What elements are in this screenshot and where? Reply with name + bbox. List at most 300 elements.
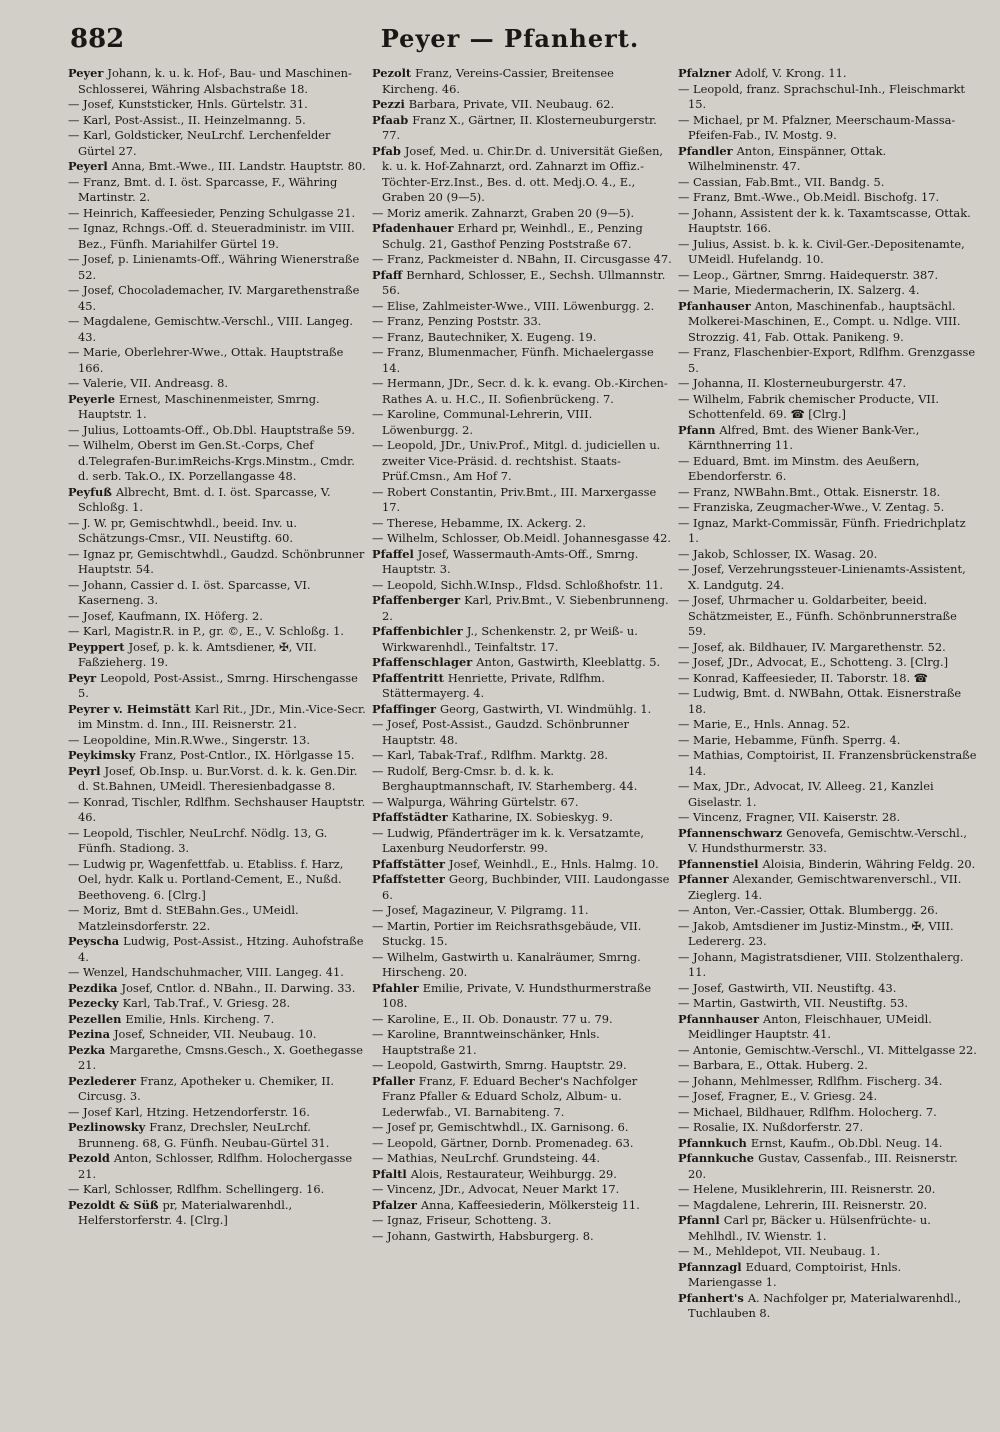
entry-text: Ernest, Maschinenmeister, Smrng. Hauptstr. 1. bbox=[78, 391, 320, 421]
directory-entry bbox=[68, 314, 368, 345]
entry-text: — J. W. pr, Gemischtwhdl., beeid. Inv. u. Schätzungs-Cmsr., VII. Neustiftg. 60. bbox=[68, 515, 297, 545]
entry-text: — Ignaz, Friseur, Schotteng. 3. bbox=[372, 1213, 552, 1227]
entry-text: Emilie, Private, V. Hundsthurmerstraße 108. bbox=[382, 980, 652, 1010]
entry-text: — Moriz amerik. Zahnarzt, Graben 20 (9—5). bbox=[372, 205, 635, 220]
directory-entry bbox=[68, 175, 368, 206]
directory-entry bbox=[678, 237, 978, 268]
directory-entry bbox=[678, 66, 978, 82]
entry-text: — Karl, Schlosser, Rdlfhm. Schellingerg. 16. bbox=[68, 1182, 325, 1196]
entry-text: — Cassian, Fab.Bmt., VII. Bandg. 5. bbox=[678, 174, 885, 189]
entry-surname: Pfaffentritt bbox=[372, 670, 444, 685]
entry-text: — Karl, Goldsticker, NeuLrchf. Lerchenfelder Gürtel 27. bbox=[68, 128, 331, 158]
entry-surname: Pfaffinger bbox=[372, 701, 437, 716]
directory-entry bbox=[678, 376, 978, 392]
directory-entry bbox=[372, 593, 672, 624]
directory-entry bbox=[68, 128, 368, 159]
entry-text: — Anton, Ver.-Cassier, Ottak. Blumbergg. 26. bbox=[678, 903, 939, 917]
directory-entry bbox=[68, 376, 368, 392]
entry-text: — Leopold, Gastwirth, Smrng. Hauptstr. 29. bbox=[372, 1058, 627, 1072]
entry-text: Albrecht, Bmt. d. I. öst. Sparcasse, V. Schloßg. 1. bbox=[78, 484, 331, 514]
directory-entry bbox=[372, 376, 672, 407]
directory-entry bbox=[678, 593, 978, 640]
entry-surname: Peyscha bbox=[68, 934, 120, 948]
directory-entry bbox=[372, 516, 672, 532]
directory-entry bbox=[678, 175, 978, 191]
entry-text: — Karl, Post-Assist., II. Heinzelmanng. 5. bbox=[68, 112, 306, 127]
directory-entry bbox=[372, 826, 672, 857]
directory-entry bbox=[372, 857, 672, 873]
directory-entry bbox=[678, 190, 978, 206]
entry-text: Ernst, Kaufm., Ob.Dbl. Neug. 14. bbox=[750, 1135, 943, 1150]
entry-text: — Josef, JDr., Advocat, E., Schotteng. 3. [Clrg.] bbox=[678, 655, 949, 669]
directory-entry bbox=[372, 66, 672, 97]
directory-entry bbox=[678, 717, 978, 733]
entry-text: Georg, Gastwirth, VI. Windmühlg. 1. bbox=[440, 701, 652, 716]
directory-entry bbox=[68, 1012, 368, 1028]
entry-text: Alexander, Gemischtwarenverschl., VII. Zieglerg. 14. bbox=[688, 872, 962, 902]
directory-entry bbox=[68, 981, 368, 997]
entry-text: — Walpurga, Währing Gürtelstr. 67. bbox=[372, 794, 579, 809]
entry-text: — Magdalene, Lehrerin, III. Reisnerstr. 20. bbox=[678, 1197, 928, 1212]
entry-text: — Josef, Magazineur, V. Pilgramg. 11. bbox=[372, 903, 589, 917]
entry-text: — Leopold, JDr., Univ.Prof., Mitgl. d. judiciellen u. zweiter Vice-Präsid. d. rechtshist. Staats-Prüf.Cmsn., Am Hof 7. bbox=[372, 438, 661, 483]
entry-surname: Pfalzner bbox=[678, 66, 732, 80]
directory-entry bbox=[68, 764, 368, 795]
directory-entry bbox=[68, 1027, 368, 1043]
entry-text: — Wilhelm, Fabrik chemischer Producte, VII. Schottenfeld. 69. ☎ [Clrg.] bbox=[678, 391, 940, 421]
entry-text: — Valerie, VII. Andreasg. 8. bbox=[68, 376, 228, 390]
directory-entry bbox=[68, 252, 368, 283]
entry-text: — Franz, Flaschenbier-Export, Rdlfhm. Grenzgasse 5. bbox=[678, 345, 976, 375]
entry-surname: Pezlinowsky bbox=[68, 1120, 146, 1134]
entry-text: — Rudolf, Berg-Cmsr. b. d. k. k. Berghauptmannschaft, IV. Starhemberg. 44. bbox=[372, 763, 638, 793]
directory-entry bbox=[678, 1136, 978, 1152]
directory-entry bbox=[68, 392, 368, 423]
directory-entry bbox=[372, 1182, 672, 1198]
directory-entry bbox=[678, 950, 978, 981]
entry-text: — Magdalene, Gemischtw.-Verschl., VIII. Langeg. 43. bbox=[68, 314, 354, 344]
entry-text: Adolf, V. Krong. 11. bbox=[735, 66, 847, 80]
entry-text: — Konrad, Kaffeesieder, II. Taborstr. 18. ☎ bbox=[678, 670, 928, 685]
directory-entry bbox=[372, 1229, 672, 1245]
directory-entry bbox=[678, 423, 978, 454]
directory-entry bbox=[68, 516, 368, 547]
directory-entry bbox=[68, 221, 368, 252]
entry-surname: Pfahler bbox=[372, 980, 419, 995]
entry-text: — Mathias, Comptoirist, II. Franzensbrückenstraße 14. bbox=[678, 748, 977, 778]
entry-surname: Pfannkuche bbox=[678, 1151, 755, 1165]
directory-entry bbox=[372, 748, 672, 764]
entry-text: Franz, Vereins-Cassier, Breitensee Kircheng. 46. bbox=[382, 66, 614, 96]
directory-entry bbox=[678, 1089, 978, 1105]
directory-entry bbox=[372, 144, 672, 206]
entry-text: — Karoline, E., II. Ob. Donaustr. 77 u. 79. bbox=[372, 1011, 613, 1026]
directory-entry bbox=[372, 485, 672, 516]
directory-entry bbox=[372, 919, 672, 950]
directory-entry bbox=[372, 671, 672, 702]
entry-text: — Barbara, E., Ottak. Huberg. 2. bbox=[678, 1058, 868, 1072]
entry-surname: Peyfuß bbox=[68, 484, 112, 499]
directory-entry bbox=[372, 1027, 672, 1058]
entry-text: Anna, Kaffeesiederin, Mölkersteig 11. bbox=[420, 1197, 640, 1212]
entry-surname: Pfaab bbox=[372, 112, 409, 127]
entry-surname: Pfanner bbox=[678, 872, 729, 886]
entry-surname: Pfaffenbichler bbox=[372, 624, 463, 638]
entry-text: Emilie, Hnls. Kircheng. 7. bbox=[125, 1011, 275, 1026]
directory-entry bbox=[372, 97, 672, 113]
entry-text: — Moriz, Bmt d. StEBahn.Ges., UMeidl. Matzleinsdorferstr. 22. bbox=[68, 903, 299, 933]
entry-surname: Peyerle bbox=[68, 391, 115, 406]
running-head: Peyer — Pfanhert. bbox=[380, 24, 640, 53]
entry-text: — Josef, ak. Bildhauer, IV. Margarethenstr. 52. bbox=[678, 639, 946, 654]
entry-text: — Marie, E., Hnls. Annag. 52. bbox=[678, 717, 851, 731]
entry-text: — Marie, Miedermacherin, IX. Salzerg. 4. bbox=[678, 283, 920, 297]
directory-entry bbox=[372, 702, 672, 718]
directory-entry bbox=[68, 1198, 368, 1229]
directory-entry bbox=[678, 810, 978, 826]
entry-text: Anton, Schlosser, Rdlfhm. Holochergasse 21. bbox=[78, 1151, 353, 1181]
directory-entry bbox=[68, 1182, 368, 1198]
entry-text: Bernhard, Schlosser, E., Sechsh. Ullmannstr. 56. bbox=[382, 267, 666, 297]
directory-entry bbox=[678, 206, 978, 237]
entry-text: — Ludwig pr, Wagenfettfab. u. Etabliss. f. Harz, Oel, hydr. Kalk u. Portland-Cement, E., Nußd. Beethoveng. 6. [Clrg.] bbox=[68, 856, 344, 902]
directory-entry bbox=[678, 640, 978, 656]
directory-entry bbox=[68, 578, 368, 609]
directory-entry bbox=[372, 1120, 672, 1136]
entry-text: Genovefa, Gemischtw.-Verschl., V. Hundsthurmerstr. 33. bbox=[688, 825, 967, 855]
entry-text: Anton, Maschinenfab., hauptsächl. Molkerei-Maschinen, E., Compt. u. Ndlge. VIII. Strozzig. 41, Fab. Ottak. Panikeng. 9. bbox=[688, 298, 961, 344]
entry-surname: Pezellen bbox=[68, 1011, 122, 1026]
directory-entry bbox=[372, 1151, 672, 1167]
page-header bbox=[60, 24, 960, 58]
entry-surname: Pezka bbox=[68, 1042, 106, 1057]
entry-text: Anton, Einspänner, Ottak. Wilhelminenstr. 47. bbox=[688, 143, 887, 173]
directory-entry bbox=[372, 221, 672, 252]
entry-text: Franz, Apotheker u. Chemiker, II. Circusg. 3. bbox=[78, 1073, 334, 1103]
directory-entry bbox=[372, 950, 672, 981]
directory-entry bbox=[372, 438, 672, 485]
entry-text: — Antonie, Gemischtw.-Verschl., VI. Mittelgasse 22. bbox=[678, 1042, 977, 1057]
entry-text: — Franziska, Zeugmacher-Wwe., V. Zentag. 5. bbox=[678, 500, 945, 514]
entry-text: — Wenzel, Handschuhmacher, VIII. Langeg. 41. bbox=[68, 965, 344, 979]
directory-entry bbox=[68, 1151, 368, 1182]
entry-text: — Jakob, Amtsdiener im Justiz-Minstm., ✠, VIII. Ledererg. 23. bbox=[678, 918, 954, 948]
entry-text: — Vincenz, Fragner, VII. Kaiserstr. 28. bbox=[678, 810, 901, 824]
entry-text: Josef, Med. u. Chir.Dr. d. Universität Gießen, k. u. k. Hof-Zahnarzt, ord. Zahnarzt im Offiz.-Töchter-Erz.Inst., Bes. d. ott. Medj.O. 4., E., Graben 20 (9—5). bbox=[382, 143, 664, 204]
directory-entry bbox=[68, 1120, 368, 1151]
column-3 bbox=[678, 66, 978, 1322]
directory-entry bbox=[372, 1058, 672, 1074]
entry-text: — Ignaz pr, Gemischtwhdl., Gaudzd. Schönbrunner Hauptstr. 54. bbox=[68, 546, 365, 576]
entry-text: — Helene, Musiklehrerin, III. Reisnerstr. 20. bbox=[678, 1182, 936, 1196]
entry-text: — Johann, Mehlmesser, Rdlfhm. Fischerg. 34. bbox=[678, 1073, 943, 1088]
directory-entry bbox=[678, 500, 978, 516]
entry-text: — Konrad, Tischler, Rdlfhm. Sechshauser Hauptstr. 46. bbox=[68, 794, 366, 824]
entry-surname: Pfadenhauer bbox=[372, 221, 454, 235]
entry-surname: Pfaffel bbox=[372, 546, 414, 561]
entry-text: Franz, F. Eduard Becher's Nachfolger Franz Pfaller & Eduard Scholz, Album- u. Lederwfab., VI. Barnabiteng. 7. bbox=[382, 1073, 638, 1119]
entry-text: — Leopold, Gärtner, Dornb. Promenadeg. 63. bbox=[372, 1135, 634, 1150]
directory-entry bbox=[68, 1043, 368, 1074]
entry-surname: Peyrer v. Heimstätt bbox=[68, 701, 191, 716]
entry-text: Carl pr, Bäcker u. Hülsenfrüchte- u. Mehlhdl., IV. Wienstr. 1. bbox=[688, 1213, 931, 1243]
entry-text: — Elise, Zahlmeister-Wwe., VIII. Löwenburgg. 2. bbox=[372, 298, 655, 313]
entry-text: — Josef, Uhrmacher u. Goldarbeiter, beeid. Schätzmeister, E., Fünfh. Schönbrunnerstraße 59. bbox=[678, 593, 957, 638]
directory-entry bbox=[372, 113, 672, 144]
entry-surname: Pfann bbox=[678, 422, 716, 437]
entry-surname: Pfab bbox=[372, 143, 401, 158]
directory-entry bbox=[678, 1291, 978, 1322]
column-1 bbox=[68, 66, 368, 1229]
directory-entry bbox=[68, 438, 368, 485]
entry-text: Georg, Buchbinder, VIII. Laudongasse 6. bbox=[382, 872, 670, 902]
directory-entry bbox=[678, 82, 978, 113]
entry-text: — Josef, Kunststicker, Hnls. Gürtelstr. 31. bbox=[68, 97, 308, 111]
entry-text: Karl, Tab.Traf., V. Griesg. 28. bbox=[122, 996, 291, 1010]
entry-text: — Josef Karl, Htzing. Hetzendorferstr. 16. bbox=[68, 1104, 310, 1119]
directory-entry bbox=[372, 1136, 672, 1152]
entry-surname: Peyerl bbox=[68, 159, 108, 173]
entry-text: Josef, Schneider, VII. Neubaug. 10. bbox=[113, 1027, 317, 1041]
directory-entry bbox=[372, 531, 672, 547]
entry-text: — Michael, Bildhauer, Rdlfhm. Holocherg. 7. bbox=[678, 1104, 937, 1119]
entry-text: — Eduard, Bmt. im Minstm. des Aeußern, Ebendorferstr. 6. bbox=[678, 453, 920, 483]
entry-text: Franz, Drechsler, NeuLrchf. Brunneng. 68, G. Fünfh. Neubau-Gürtel 31. bbox=[78, 1120, 330, 1150]
directory-entry bbox=[68, 547, 368, 578]
directory-entry bbox=[68, 934, 368, 965]
entry-text: — Johanna, II. Klosterneuburgerstr. 47. bbox=[678, 376, 907, 390]
directory-entry bbox=[678, 299, 978, 346]
entry-surname: Pfaffstetter bbox=[372, 872, 445, 886]
entry-text: Katharine, IX. Sobieskyg. 9. bbox=[451, 810, 613, 824]
directory-entry bbox=[678, 919, 978, 950]
directory-entry bbox=[678, 748, 978, 779]
entry-surname: Pfaffenschlager bbox=[372, 655, 473, 669]
entry-surname: Pfannkuch bbox=[678, 1135, 747, 1150]
entry-surname: Pfaltl bbox=[372, 1166, 407, 1181]
directory-entry bbox=[372, 717, 672, 748]
entry-text: Josef, p. k. k. Amtsdiener, ✠, VII. Faßzieherg. 19. bbox=[78, 639, 317, 669]
entry-text: — Robert Constantin, Priv.Bmt., III. Marxergasse 17. bbox=[372, 484, 657, 514]
entry-text: — Leop., Gärtner, Smrng. Haidequerstr. 387. bbox=[678, 267, 939, 282]
directory-entry bbox=[678, 485, 978, 501]
directory-entry bbox=[678, 1244, 978, 1260]
entry-surname: Pfanhauser bbox=[678, 298, 751, 313]
entry-surname: Pfannzagl bbox=[678, 1259, 742, 1274]
directory-entry bbox=[68, 795, 368, 826]
entry-text: — Marie, Hebamme, Fünfh. Sperrg. 4. bbox=[678, 732, 901, 747]
entry-text: — Josef pr, Gemischtwhdl., IX. Garnisong. 6. bbox=[372, 1120, 629, 1134]
entry-text: — Ignaz, Markt-Commissär, Fünfh. Friedrichplatz 1. bbox=[678, 515, 966, 545]
directory-entry bbox=[678, 671, 978, 687]
directory-entry bbox=[372, 547, 672, 578]
directory-entry bbox=[68, 702, 368, 733]
entry-surname: Pfandler bbox=[678, 143, 733, 158]
entry-text: — Johann, Cassier d. I. öst. Sparcasse, VI. Kaserneng. 3. bbox=[68, 577, 311, 607]
directory-entry bbox=[678, 562, 978, 593]
entry-text: — Hermann, JDr., Secr. d. k. k. evang. Ob.-Kirchen-Rathes A. u. H.C., II. Sofienbrückeng. 7. bbox=[372, 376, 668, 406]
entry-text: — Karoline, Branntweinschänker, Hnls. Hauptstraße 21. bbox=[372, 1027, 600, 1057]
directory-entry bbox=[68, 485, 368, 516]
entry-text: Leopold, Post-Assist., Smrng. Hirschengasse 5. bbox=[78, 670, 358, 700]
directory-entry bbox=[372, 872, 672, 903]
entry-text: — Franz, Bautechniker, X. Eugeng. 19. bbox=[372, 329, 597, 344]
directory-entry bbox=[68, 996, 368, 1012]
directory-entry bbox=[678, 733, 978, 749]
entry-text: — Heinrich, Kaffeesieder, Penzing Schulgasse 21. bbox=[68, 205, 356, 220]
entry-surname: Pfaff bbox=[372, 267, 403, 282]
entry-surname: Pezold bbox=[68, 1151, 110, 1165]
directory-entry bbox=[678, 686, 978, 717]
directory-entry bbox=[68, 826, 368, 857]
directory-entry bbox=[68, 748, 368, 764]
directory-entry bbox=[372, 1213, 672, 1229]
entry-surname: Pezecky bbox=[68, 996, 119, 1010]
entry-surname: Pfannhauser bbox=[678, 1011, 760, 1026]
directory-entry bbox=[372, 206, 672, 222]
entry-text: — Karl, Magistr.R. in P., gr. ©, E., V. Schloßg. 1. bbox=[68, 624, 344, 638]
directory-entry bbox=[68, 206, 368, 222]
entry-text: — Johann, Assistent der k. k. Taxamtscasse, Ottak. Hauptstr. 166. bbox=[678, 205, 971, 235]
entry-text: — Leopold, franz. Sprachschul-Inh., Fleischmarkt 15. bbox=[678, 81, 966, 111]
entry-surname: Pfaller bbox=[372, 1073, 415, 1088]
entry-text: — Franz, Bmt.-Wwe., Ob.Meidl. Bischofg. 17. bbox=[678, 190, 940, 204]
entry-text: — Martin, Gastwirth, VII. Neustiftg. 53. bbox=[678, 996, 909, 1010]
entry-text: — Wilhelm, Schlosser, Ob.Meidl. Johannesgasse 42. bbox=[372, 531, 671, 545]
entry-text: — Marie, Oberlehrer-Wwe., Ottak. Hauptstraße 166. bbox=[68, 345, 344, 375]
entry-text: Henriette, Private, Rdlfhm. Stättermayerg. 4. bbox=[382, 670, 605, 700]
directory-entry bbox=[678, 826, 978, 857]
directory-entry bbox=[372, 1198, 672, 1214]
entry-surname: Peykimsky bbox=[68, 748, 136, 762]
entry-text: — Josef, Post-Assist., Gaudzd. Schönbrunner Hauptstr. 48. bbox=[372, 717, 629, 747]
entry-text: — Karoline, Communal-Lehrerin, VIII. Löwenburgg. 2. bbox=[372, 407, 593, 437]
entry-surname: Pfaffstädter bbox=[372, 810, 448, 824]
column-2 bbox=[372, 66, 672, 1244]
directory-entry bbox=[372, 655, 672, 671]
entry-text: — Therese, Hebamme, IX. Ackerg. 2. bbox=[372, 515, 586, 530]
entry-surname: Pfaffenberger bbox=[372, 593, 461, 607]
entry-text: — Mathias, NeuLrchf. Grundsteing. 44. bbox=[372, 1151, 601, 1165]
directory-entry bbox=[678, 283, 978, 299]
entry-text: — Ludwig, Pfänderträger im k. k. Versatzamte, Laxenburg Neudorferstr. 99. bbox=[372, 825, 644, 855]
directory-entry bbox=[68, 1074, 368, 1105]
entry-text: — Josef, Fragner, E., V. Griesg. 24. bbox=[678, 1089, 878, 1103]
entry-text: Alfred, Bmt. des Wiener Bank-Ver., Kärnthnerring 11. bbox=[688, 422, 920, 452]
directory-entry bbox=[678, 1058, 978, 1074]
entry-text: — Leopoldine, Min.R.Wwe., Singerstr. 13. bbox=[68, 732, 310, 747]
directory-entry bbox=[678, 392, 978, 423]
entry-text: — Josef, Chocolademacher, IV. Margarethenstraße 45. bbox=[68, 283, 360, 313]
directory-entry bbox=[372, 981, 672, 1012]
entry-text: — Rosalie, IX. Nußdorferstr. 27. bbox=[678, 1120, 864, 1134]
directory-entry bbox=[68, 66, 368, 97]
entry-text: Alois, Restaurateur, Weihburgg. 29. bbox=[410, 1166, 617, 1181]
directory-entry bbox=[68, 857, 368, 904]
directory-entry bbox=[68, 423, 368, 439]
entry-text: Ludwig, Post-Assist., Htzing. Auhofstraße 4. bbox=[78, 934, 364, 964]
entry-text: Aloisia, Binderin, Währing Feldg. 20. bbox=[762, 856, 976, 871]
directory-entry bbox=[678, 1043, 978, 1059]
directory-entry bbox=[372, 345, 672, 376]
directory-entry bbox=[678, 981, 978, 997]
entry-text: — Franz, Packmeister d. NBahn, II. Circusgasse 47. bbox=[372, 252, 672, 266]
entry-surname: Pezoldt & Süß bbox=[68, 1197, 159, 1212]
directory-entry bbox=[68, 624, 368, 640]
directory-entry bbox=[678, 655, 978, 671]
directory-entry bbox=[68, 609, 368, 625]
directory-entry bbox=[372, 810, 672, 826]
directory-entry bbox=[372, 330, 672, 346]
directory-entry bbox=[678, 1260, 978, 1291]
directory-entry bbox=[68, 965, 368, 981]
directory-entry bbox=[678, 1105, 978, 1121]
entry-text: Josef, Cntlor. d. NBahn., II. Darwing. 33. bbox=[121, 980, 356, 995]
directory-entry bbox=[372, 903, 672, 919]
directory-entry bbox=[68, 159, 368, 175]
directory-entry bbox=[372, 795, 672, 811]
entry-surname: Peyr bbox=[68, 670, 97, 685]
entry-text: — Jakob, Schlosser, IX. Wasag. 20. bbox=[678, 546, 878, 561]
page-number: 882 bbox=[70, 24, 125, 54]
directory-entry bbox=[678, 454, 978, 485]
entry-text: — Franz, Penzing Poststr. 33. bbox=[372, 314, 542, 328]
entry-surname: Pfannenschwarz bbox=[678, 825, 783, 840]
entry-surname: Pfanhert's bbox=[678, 1290, 744, 1305]
entry-text: Margarethe, Cmsns.Gesch., X. Goethegasse 21. bbox=[78, 1042, 363, 1072]
entry-text: — Karl, Tabak-Traf., Rdlfhm. Marktg. 28. bbox=[372, 748, 609, 762]
entry-text: Anna, Bmt.-Wwe., III. Landstr. Hauptstr. 80. bbox=[111, 159, 366, 173]
directory-entry bbox=[678, 1151, 978, 1182]
entry-surname: Pezzi bbox=[372, 97, 405, 111]
directory-entry bbox=[372, 299, 672, 315]
entry-text: — Leopold, Tischler, NeuLrchf. Nödlg. 13, G. Fünfh. Stadiong. 3. bbox=[68, 825, 328, 855]
directory-entry bbox=[678, 1213, 978, 1244]
entry-text: — Wilhelm, Gastwirth u. Kanalräumer, Smrng. Hirscheng. 20. bbox=[372, 949, 641, 979]
entry-surname: Peyppert bbox=[68, 639, 125, 654]
entry-text: — Vincenz, JDr., Advocat, Neuer Markt 17. bbox=[372, 1182, 620, 1196]
entry-text: — Julius, Lottoamts-Off., Ob.Dbl. Hauptstraße 59. bbox=[68, 422, 356, 437]
entry-text: — Josef, Verzehrungssteuer-Linienamts-Assistent, X. Landgutg. 24. bbox=[678, 562, 966, 592]
entry-surname: Pfalzer bbox=[372, 1197, 417, 1212]
directory-entry bbox=[678, 345, 978, 376]
directory-entry bbox=[678, 1182, 978, 1198]
entry-text: Josef, Ob.Insp. u. Bur.Vorst. d. k. k. Gen.Dir. d. St.Bahnen, UMeidl. Theresienbadgasse 8. bbox=[78, 763, 358, 793]
directory-entry bbox=[678, 996, 978, 1012]
directory-entry bbox=[68, 1105, 368, 1121]
directory-entry bbox=[68, 113, 368, 129]
directory-entry bbox=[678, 1012, 978, 1043]
directory-entry bbox=[678, 903, 978, 919]
directory-entry bbox=[678, 547, 978, 563]
directory-entry bbox=[372, 764, 672, 795]
directory-entry bbox=[678, 857, 978, 873]
entry-text: — Wilhelm, Oberst im Gen.St.-Corps, Chef d.Telegrafen-Bur.imReichs-Krgs.Minstm., Cmdr. d. serb. Tak.O., IX. Porzellangasse 48. bbox=[68, 438, 355, 483]
entry-text: — Max, JDr., Advocat, IV. Alleeg. 21, Kanzlei Giselastr. 1. bbox=[678, 779, 934, 809]
entry-surname: Peyer bbox=[68, 66, 104, 80]
entry-surname: Peyrl bbox=[68, 763, 101, 778]
directory-entry bbox=[68, 903, 368, 934]
directory-entry bbox=[678, 268, 978, 284]
entry-text: Johann, k. u. k. Hof-, Bau- und Maschinen-Schlosserei, Währing Alsbachstraße 18. bbox=[78, 66, 352, 96]
directory-entry bbox=[678, 1074, 978, 1090]
entry-surname: Pezdika bbox=[68, 980, 118, 995]
entry-surname: Pfaffstätter bbox=[372, 856, 446, 871]
entry-text: — Josef, Gastwirth, VII. Neustiftg. 43. bbox=[678, 980, 897, 995]
entry-text: Franz X., Gärtner, II. Klosterneuburgerstr. 77. bbox=[382, 112, 657, 142]
entry-text: pr, Materialwarenhdl., Helferstorferstr. 4. [Clrg.] bbox=[78, 1197, 293, 1227]
directory-entry bbox=[372, 624, 672, 655]
